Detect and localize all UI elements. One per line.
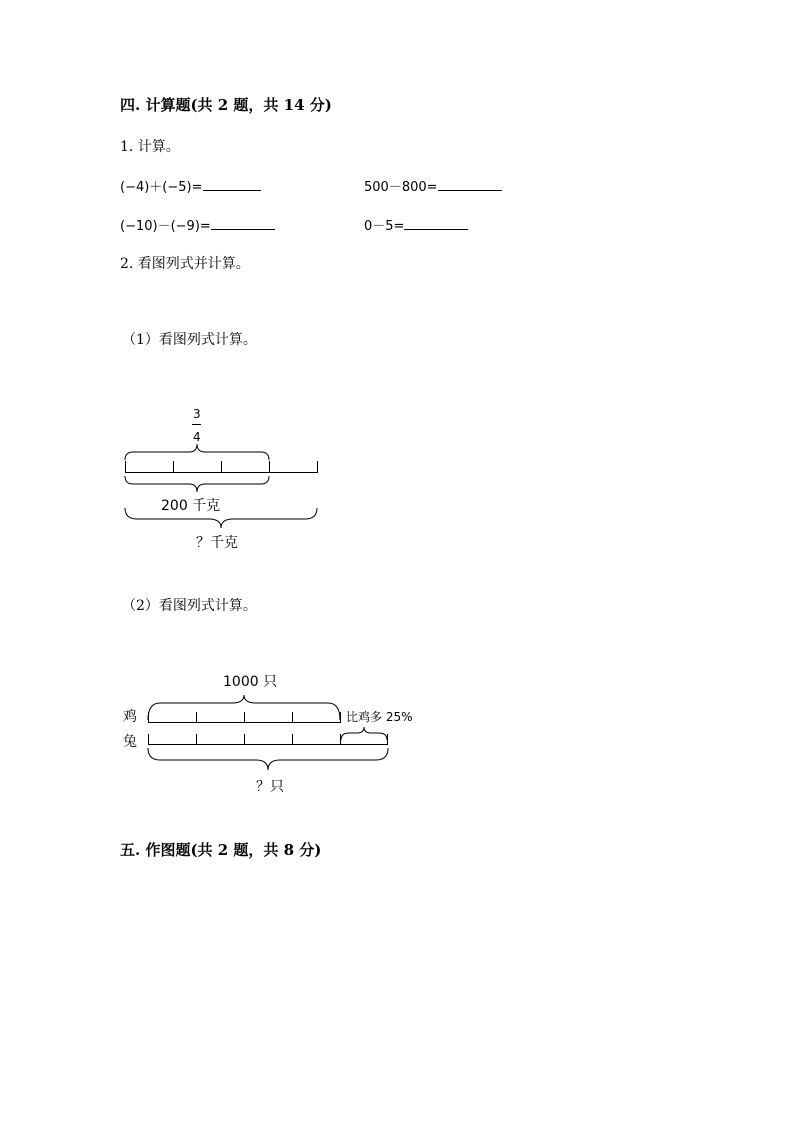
more-than-chicken-label: 比鸡多 25% [346,710,413,724]
fraction-numerator: 3 [193,407,201,421]
extra-brace [341,727,387,740]
equation-3-expr: (−10)－(−9)= [120,219,211,234]
rabbit-total-brace [148,748,388,770]
section-heading-4: 四. 计算题(共 2 题，共 14 分) [120,96,332,114]
equation-1-expr: (−4)＋(−5)= [120,180,203,195]
section-heading-5: 五. 作图题(共 2 题，共 8 分) [120,841,322,859]
question-2-title: 2. 看图列式并计算。 [120,256,250,272]
three-quarters-brace-top [125,444,269,460]
rabbit-row-label: 兔 [123,734,137,750]
three-quarters-brace-bottom [125,476,269,492]
question-1-title: 1. 计算。 [120,139,180,155]
equation-2-expr: 500－800= [364,180,438,195]
total-brace [125,508,317,528]
unknown-weight-label: ？千克 [196,535,238,551]
part-1-label: （1）看图列式计算。 [122,332,257,348]
total-chickens-label: 1000 只 [223,674,278,690]
fraction-denominator: 4 [193,430,201,444]
unknown-total-label: ？只 [256,779,284,795]
part-2-label: （2）看图列式计算。 [122,598,257,614]
equation-4-expr: 0－5= [364,219,405,234]
chicken-row-label: 鸡 [123,709,137,725]
known-weight-label: 200 千克 [161,498,221,514]
